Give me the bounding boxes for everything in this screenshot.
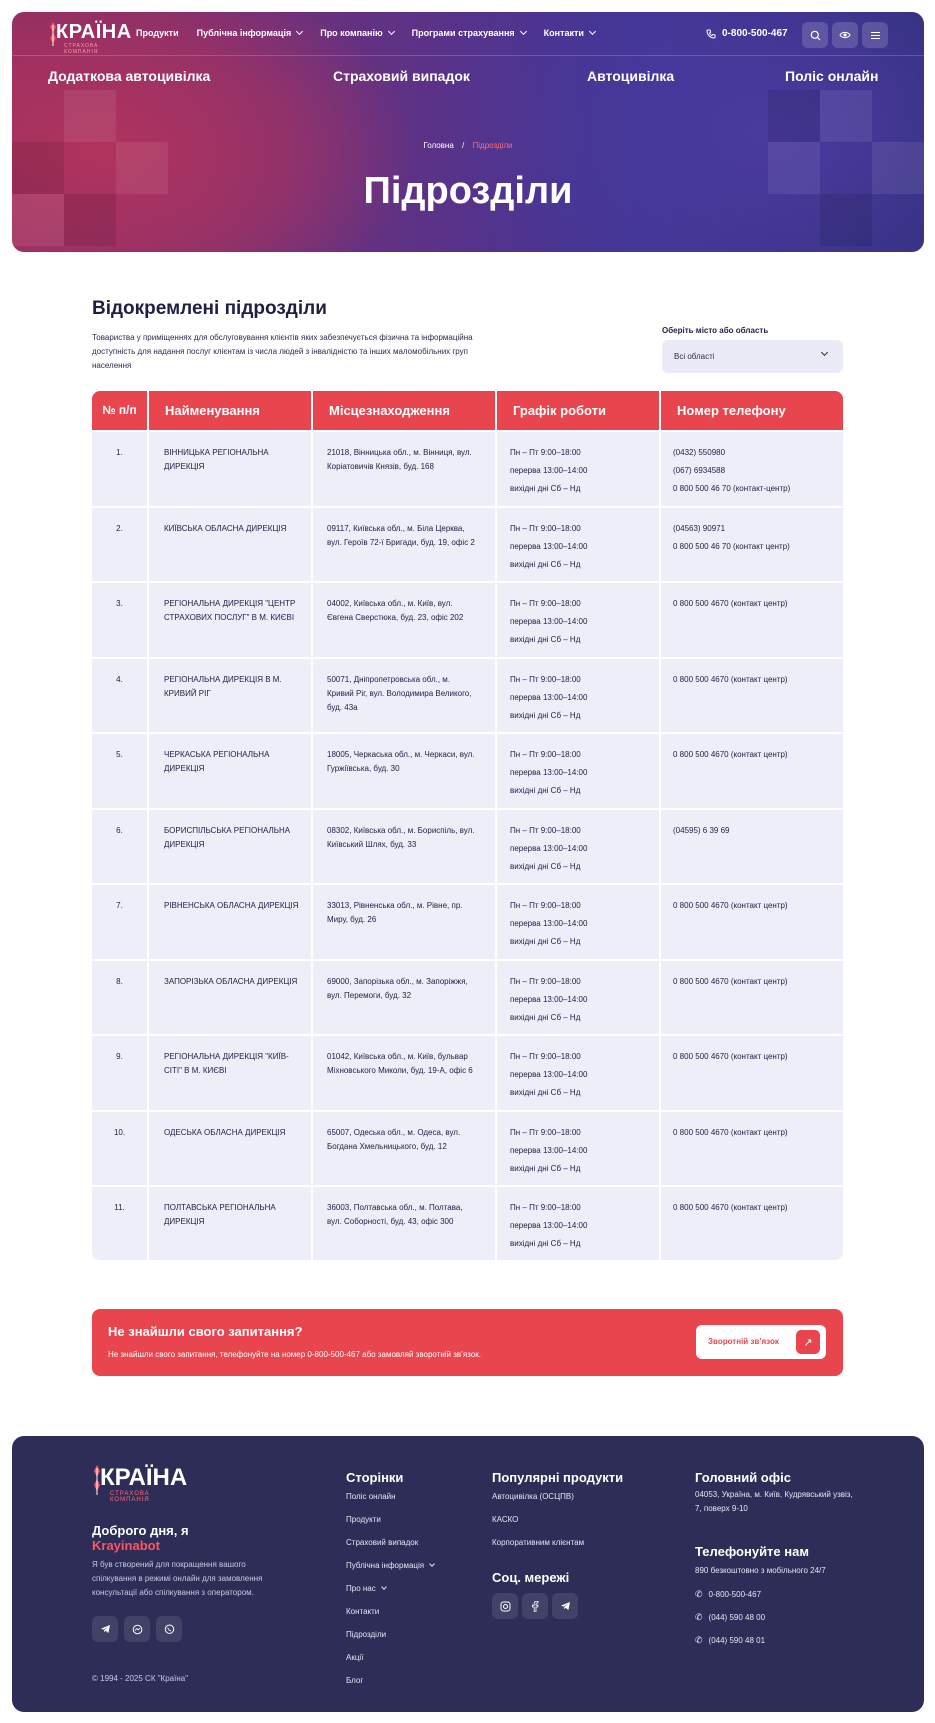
region-select[interactable]: [662, 340, 843, 373]
branch-phones: [673, 822, 838, 840]
schedule-line: перерва 13:00–14:00: [510, 919, 588, 928]
schedule-line: вихідні дні Сб – Нд: [510, 1239, 581, 1248]
branch-address: 08302, Київська обл., м. Бориспіль, вул. Київський Шлях, буд. 33: [327, 825, 475, 849]
schedule-line: вихідні дні Сб – Нд: [510, 710, 581, 720]
branch-schedule: [510, 822, 650, 876]
quick-link-insurance-case[interactable]: Страховий випадок: [333, 68, 470, 84]
logo-subtitle: СТРАХОВА КОМПАНІЯ: [64, 43, 99, 55]
branch-phones: [673, 520, 838, 556]
branch-name: РЕГІОНАЛЬНА ДИРЕКЦІЯ "КИЇВ-СІТІ" В М. КИЄВІ: [164, 1052, 289, 1075]
table-row: [92, 808, 843, 883]
schedule-line: Пн – Пт 9:00–18:00: [510, 599, 581, 608]
schedule-line: перерва 13:00–14:00: [510, 692, 588, 702]
phone-icon: ✆: [695, 1635, 703, 1645]
branch-schedule: [510, 595, 650, 649]
hero-banner: [12, 12, 924, 252]
branch-address: 33013, Рівненська обл., м. Рівне, пр. Миру, буд. 26: [327, 901, 463, 924]
table-row: [92, 430, 843, 505]
row-number: 2.: [116, 523, 123, 533]
footer-page-link[interactable]: Публічна інформація: [346, 1561, 434, 1570]
phone-number[interactable]: 0 800 500 4670 (контакт центр): [673, 750, 788, 759]
footer-product-link[interactable]: Корпоративним клієнтам: [492, 1538, 585, 1547]
row-number: 9.: [116, 1052, 123, 1061]
branch-phones: [673, 595, 838, 613]
phone-icon: ✆: [695, 1612, 703, 1622]
phone-number[interactable]: 0 800 500 4670 (контакт центр): [673, 674, 788, 684]
chevron-down-icon: [296, 28, 303, 35]
row-number: 4.: [116, 674, 123, 684]
schedule-line: перерва 13:00–14:00: [510, 617, 588, 626]
branch-schedule: [510, 444, 650, 498]
nav-item-contacts[interactable]: Контакти: [544, 28, 595, 38]
schedule-line: перерва 13:00–14:00: [510, 768, 588, 777]
branch-phones: [673, 897, 838, 915]
branch-address: 21018, Вінницька обл., м. Вінниця, вул. Коріатовичів Князів, буд. 168: [327, 448, 472, 471]
footer-page-link[interactable]: Поліс онлайн: [346, 1492, 396, 1501]
cta-title: Не знайшли свого запитання?: [108, 1324, 303, 1339]
table-row: [92, 959, 843, 1034]
breadcrumb: Головна / Підрозділи: [423, 141, 513, 150]
footer-call-title: Телефонуйте нам: [695, 1544, 809, 1559]
row-number: 3.: [116, 599, 123, 608]
phone-number[interactable]: 0 800 500 46 70 (контакт центр): [673, 541, 790, 551]
schedule-line: вихідні дні Сб – Нд: [510, 786, 581, 795]
branch-schedule: [510, 671, 650, 725]
bot-greeting: Доброго дня, я Krayinabot: [92, 1523, 189, 1553]
chevron-down-icon: [429, 1561, 435, 1567]
schedule-line: Пн – Пт 9:00–18:00: [510, 901, 581, 910]
nav-item-about[interactable]: Про компанію: [320, 28, 393, 38]
footer-office-title: Головний офіс: [695, 1470, 791, 1485]
column-header-schedule: Графік роботи: [513, 403, 607, 418]
logo[interactable]: [48, 21, 132, 55]
footer-logo[interactable]: [92, 1464, 188, 1503]
chevron-down-icon: [520, 28, 527, 35]
schedule-line: вихідні дні Сб – Нд: [510, 1012, 581, 1022]
table-row: [92, 1034, 843, 1109]
footer-page-link[interactable]: Блог: [346, 1676, 364, 1685]
copyright: © 1994 - 2025 СК "Країна": [92, 1674, 189, 1683]
branch-address: 65007, Одеська обл., м. Одеса, вул. Богдана Хмельницького, буд. 12: [327, 1127, 461, 1151]
call-note: 890 безкоштовно з мобільного 24/7: [695, 1566, 826, 1575]
branch-schedule: [510, 1048, 650, 1102]
callback-button-label: Зворотній зв’язок: [708, 1337, 779, 1346]
phone-number[interactable]: (04595) 6 39 69: [673, 825, 730, 835]
footer-products-title: Популярні продукти: [492, 1470, 624, 1485]
schedule-line: вихідні дні Сб – Нд: [510, 1163, 581, 1173]
branch-name: ПОЛТАВСЬКА РЕГІОНАЛЬНА ДИРЕКЦІЯ: [164, 1203, 276, 1226]
phone-number[interactable]: 0 800 500 4670 (контакт центр): [673, 1203, 788, 1212]
phone-number[interactable]: 0 800 500 46 70 (контакт-центр): [673, 484, 791, 493]
facebook-button[interactable]: [522, 1593, 548, 1619]
branch-name: РЕГІОНАЛЬНА ДИРЕКЦІЯ "ЦЕНТР СТРАХОВИХ ПОСЛУГ" В М. КИЄВІ: [164, 599, 296, 622]
table-row: [92, 732, 843, 807]
phone-number[interactable]: 0 800 500 4670 (контакт центр): [673, 1127, 788, 1137]
footer-page-link[interactable]: Про нас: [346, 1584, 386, 1593]
schedule-line: вихідні дні Сб – Нд: [510, 1088, 581, 1097]
row-number: 5.: [116, 750, 123, 759]
footer-page-link[interactable]: Акції: [346, 1653, 364, 1662]
chevron-down-icon: [388, 28, 395, 35]
nav-item-public-info[interactable]: Публічна інформація: [197, 28, 303, 38]
schedule-line: перерва 13:00–14:00: [510, 1070, 588, 1079]
schedule-line: Пн – Пт 9:00–18:00: [510, 448, 581, 457]
branch-schedule: [510, 1124, 650, 1178]
schedule-line: Пн – Пт 9:00–18:00: [510, 976, 581, 986]
top-navigation: [12, 12, 924, 56]
menu-button[interactable]: [862, 22, 888, 48]
column-header-phone: Номер телефону: [677, 403, 786, 418]
eye-icon: [839, 30, 851, 40]
main-nav: [136, 28, 595, 38]
instagram-button[interactable]: [492, 1593, 518, 1619]
branch-schedule: [510, 897, 650, 951]
accessibility-button[interactable]: [832, 22, 858, 48]
column-header-number: № п/п: [102, 403, 137, 417]
phone-number[interactable]: (067) 6934588: [673, 466, 726, 475]
section-description: Товариства у приміщеннях для обслуговування клієнтів яких забезпечується фізична та інформаційна доступність для надання послуг клієнтам із числа людей з інвалідністю та інших маломобільних груп населення: [92, 333, 473, 370]
branch-phones: [673, 1124, 838, 1142]
schedule-line: Пн – Пт 9:00–18:00: [510, 1127, 581, 1137]
telegram-icon: [560, 1601, 571, 1611]
table-row: [92, 506, 843, 581]
schedule-line: Пн – Пт 9:00–18:00: [510, 523, 581, 533]
table-row: [92, 581, 843, 656]
schedule-line: вихідні дні Сб – Нд: [510, 559, 581, 569]
row-number: 11.: [114, 1203, 125, 1212]
footer-phone-link[interactable]: ✆ 0-800-500-467: [695, 1589, 762, 1599]
branch-schedule: [510, 746, 650, 800]
branch-name: БОРИСПІЛЬСЬКА РЕГІОНАЛЬНА ДИРЕКЦІЯ: [164, 825, 291, 849]
footer-product-link[interactable]: КАСКО: [492, 1515, 519, 1524]
footer-pages-title: Сторінки: [346, 1470, 404, 1485]
phone-number[interactable]: 0 800 500 4670 (контакт центр): [673, 1052, 788, 1061]
footer-social-title: Соц. мережі: [492, 1570, 570, 1585]
chevron-down-icon: [589, 28, 596, 35]
quick-link-policy-online[interactable]: Поліс онлайн: [785, 68, 879, 84]
footer-phone-link[interactable]: ✆ (044) 590 48 01: [695, 1635, 766, 1645]
search-button[interactable]: [802, 22, 828, 48]
schedule-line: вихідні дні Сб – Нд: [510, 937, 581, 946]
row-number: 6.: [116, 825, 123, 835]
branch-name: ОДЕСЬКА ОБЛАСНА ДИРЕКЦІЯ: [164, 1127, 286, 1137]
chevron-down-icon: [381, 1584, 387, 1590]
footer-page-link[interactable]: Підрозділи: [346, 1630, 387, 1639]
telegram-button[interactable]: [552, 1593, 578, 1619]
footer-phone-link[interactable]: ✆ (044) 590 48 00: [695, 1612, 766, 1622]
branch-name: ЧЕРКАСЬКА РЕГІОНАЛЬНА ДИРЕКЦІЯ: [164, 750, 270, 773]
nav-item-programs[interactable]: Програми страхування: [412, 28, 526, 38]
table-row: [92, 883, 843, 958]
schedule-line: Пн – Пт 9:00–18:00: [510, 674, 581, 684]
phone-icon: ✆: [695, 1589, 703, 1599]
schedule-line: перерва 13:00–14:00: [510, 843, 588, 853]
branch-name: ВІННИЦЬКА РЕГІОНАЛЬНА ДИРЕКЦІЯ: [164, 448, 269, 471]
phone-number[interactable]: 0 800 500 4670 (контакт центр): [673, 976, 788, 986]
footer-page-link[interactable]: Страховий випадок: [346, 1538, 419, 1547]
schedule-line: перерва 13:00–14:00: [510, 541, 588, 551]
branch-address: 36003, Полтавська обл., м. Полтава, вул. Соборності, буд. 43, офіс 300: [327, 1203, 463, 1226]
footer-page-link[interactable]: Контакти: [346, 1607, 380, 1616]
schedule-line: Пн – Пт 9:00–18:00: [510, 825, 581, 835]
page-title: Підрозділи: [363, 170, 573, 212]
cta-banner: [92, 1309, 843, 1376]
telegram-icon: [100, 1624, 111, 1634]
footer: [12, 1436, 924, 1712]
table-row: [92, 1110, 843, 1185]
instagram-icon: [500, 1601, 511, 1612]
schedule-line: вихідні дні Сб – Нд: [510, 484, 581, 493]
schedule-line: вихідні дні Сб – Нд: [510, 635, 581, 644]
branch-name: КИЇВСЬКА ОБЛАСНА ДИРЕКЦІЯ: [164, 523, 287, 533]
bot-viber-button[interactable]: [156, 1616, 182, 1642]
footer-logo-subtitle: СТРАХОВА КОМПАНІЯ: [110, 1491, 150, 1503]
bot-telegram-button[interactable]: [92, 1616, 118, 1642]
row-number: 8.: [116, 976, 123, 986]
arrow-up-right-icon: ↗: [796, 1330, 820, 1354]
schedule-line: Пн – Пт 9:00–18:00: [510, 1203, 581, 1212]
quick-link-extra-auto[interactable]: Додаткова автоцивілка: [48, 68, 211, 84]
branch-name: РЕГІОНАЛЬНА ДИРЕКЦІЯ В М. КРИВИЙ РІГ: [164, 674, 282, 698]
bot-description: Я був створений для покращення вашого спілкування в режимі онлайн для замовлення консультації або спілкування з оператором.: [92, 1560, 263, 1597]
callback-button[interactable]: [696, 1325, 826, 1359]
logo-text: КРАЇНА: [56, 21, 132, 43]
phone-number[interactable]: 0 800 500 4670 (контакт центр): [673, 901, 788, 910]
quick-link-auto[interactable]: Автоцивілка: [587, 68, 675, 84]
column-header-location: Місцезнаходження: [329, 403, 450, 418]
schedule-line: Пн – Пт 9:00–18:00: [510, 1052, 581, 1061]
branches-table: [92, 391, 843, 1260]
phone-icon: [706, 29, 716, 39]
table-row: [92, 657, 843, 732]
footer-product-link[interactable]: Автоцивілка (ОСЦПВ): [492, 1492, 574, 1501]
chevron-down-icon: [821, 349, 828, 356]
branch-phones: [673, 746, 838, 764]
search-icon: [810, 30, 821, 41]
breadcrumb-home[interactable]: Головна: [423, 141, 454, 150]
branch-schedule: [510, 520, 650, 574]
footer-logo-text: КРАЇНА: [100, 1464, 188, 1491]
branch-address: 09117, Київська обл., м. Біла Церква, вул. Героїв 72-ї Бригади, буд. 19, офіс 2: [327, 523, 475, 547]
nav-item-products[interactable]: Продукти: [136, 28, 179, 38]
branch-name: РІВНЕНСЬКА ОБЛАСНА ДИРЕКЦІЯ: [164, 901, 299, 910]
menu-icon: [870, 31, 881, 40]
cta-text: Не знайшли свого запитання, телефонуйте на номер 0-800-500-467 або замовляй зворотній зв’язок.: [108, 1350, 481, 1359]
breadcrumb-current: Підрозділи: [472, 141, 513, 150]
footer-page-link[interactable]: Продукти: [346, 1515, 381, 1524]
bot-name: Krayinabot: [92, 1538, 160, 1553]
branch-schedule: [510, 973, 650, 1027]
region-select-value: Всі області: [674, 352, 715, 361]
messenger-icon: [132, 1624, 143, 1635]
schedule-line: Пн – Пт 9:00–18:00: [510, 750, 581, 759]
branch-address: 04002, Київська обл., м. Київ, вул. Євгена Сверстюка, буд. 23, офіс 202: [327, 599, 464, 622]
schedule-line: перерва 13:00–14:00: [510, 1221, 588, 1230]
row-number: 1.: [116, 448, 123, 457]
schedule-line: перерва 13:00–14:00: [510, 994, 588, 1004]
branch-phones: [673, 671, 838, 689]
branch-name: ЗАПОРІЗЬКА ОБЛАСНА ДИРЕКЦІЯ: [164, 976, 298, 986]
facebook-icon: [531, 1601, 539, 1612]
branch-address: 18005, Черкаська обл., м. Черкаси, вул. Гуржіївська, буд. 30: [327, 750, 475, 773]
row-number: 7.: [116, 901, 123, 910]
branch-address: 50071, Дніпропетровська обл., м. Кривий Ріг, вул. Володимира Великого, буд. 43а: [327, 674, 472, 712]
phone-number[interactable]: (0432) 550980: [673, 448, 726, 457]
branch-phones: [673, 1048, 838, 1066]
filter-label: Оберіть місто або область: [662, 326, 769, 335]
table-header: [92, 391, 843, 430]
branch-schedule: [510, 1199, 650, 1253]
section-title: Відокремлені підрозділи: [92, 298, 327, 319]
viber-icon: [164, 1624, 175, 1635]
phone-number[interactable]: 0 800 500 4670 (контакт центр): [673, 599, 788, 608]
branch-address: 01042, Київська обл., м. Київ, бульвар Міхновського Миколи, буд. 19-А, офіс 6: [327, 1052, 473, 1075]
row-number: 10.: [113, 1127, 126, 1137]
schedule-line: перерва 13:00–14:00: [510, 466, 588, 475]
branch-phones: [673, 973, 838, 991]
header-phone[interactable]: 0-800-500-467: [706, 28, 788, 39]
phone-number[interactable]: (04563) 90971: [673, 523, 726, 533]
branch-address: 69000, Запорізька обл., м. Запоріжжя, вул. Перемоги, буд. 32: [327, 976, 468, 1000]
bot-messenger-button[interactable]: [124, 1616, 150, 1642]
schedule-line: перерва 13:00–14:00: [510, 1145, 588, 1155]
branch-phones: [673, 444, 838, 498]
column-header-name: Найменування: [165, 403, 260, 418]
schedule-line: вихідні дні Сб – Нд: [510, 861, 581, 871]
table-row: [92, 1185, 843, 1260]
office-address: 04053, Україна, м. Київ, Кудрявський узвіз, 7, поверх 9-10: [695, 1490, 853, 1513]
branch-phones: [673, 1199, 838, 1217]
